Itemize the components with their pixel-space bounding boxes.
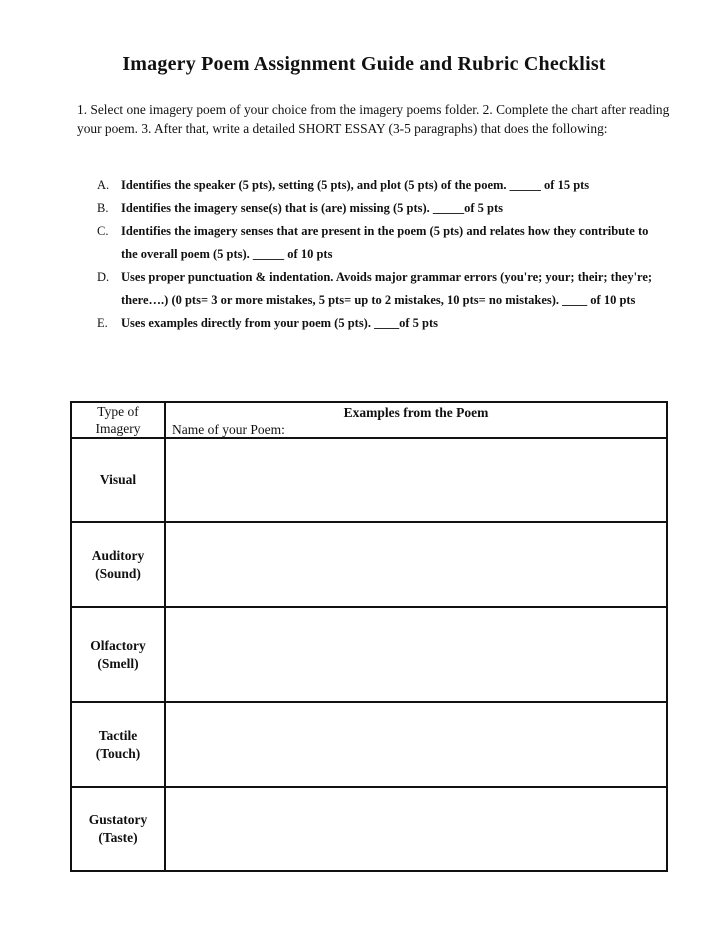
examples-cell-tactile[interactable] <box>165 702 667 787</box>
rubric-item-d <box>77 266 667 312</box>
rubric-item-a <box>77 174 667 197</box>
rubric-letter: A. <box>97 178 110 192</box>
examples-title: Examples from the Poem <box>343 405 489 420</box>
rubric-checklist <box>77 174 667 335</box>
imagery-chart <box>70 401 668 872</box>
examples-header <box>165 402 667 438</box>
sense-label: Auditory (Sound) <box>71 522 165 607</box>
sense-label: Gustatory (Taste) <box>71 787 165 871</box>
page-title: Imagery Poem Assignment Guide and Rubric Checklist <box>122 53 606 75</box>
imagery-row-gustatory <box>71 787 667 871</box>
rubric-text: Identifies the speaker (5 pts), setting (5 pts), and plot (5 pts) of the poem. _____ of 15 pts <box>121 178 590 192</box>
examples-cell-olfactory[interactable] <box>165 607 667 702</box>
rubric-item-e <box>77 312 667 335</box>
sense-label: Olfactory (Smell) <box>71 607 165 702</box>
chart-header-row <box>71 402 667 438</box>
examples-cell-auditory[interactable] <box>165 522 667 607</box>
imagery-row-tactile <box>71 702 667 787</box>
rubric-letter: C. <box>97 224 109 238</box>
sense-label: Visual <box>71 438 165 522</box>
imagery-row-auditory <box>71 522 667 607</box>
rubric-item-b <box>77 197 667 220</box>
rubric-text: Identifies the imagery sense(s) that is (are) missing (5 pts). _____of 5 pts <box>121 201 504 215</box>
imagery-row-olfactory <box>71 607 667 702</box>
rubric-letter: D. <box>97 270 110 284</box>
sense-label: Tactile (Touch) <box>71 702 165 787</box>
type-of-imagery-header: Type of Imagery <box>71 402 165 438</box>
rubric-item-c <box>77 220 667 266</box>
examples-cell-gustatory[interactable] <box>165 787 667 871</box>
instructions-paragraph: 1. Select one imagery poem of your choice from the imagery poems folder. 2. Complete the chart after reading your poem. 3. After that, write a detailed SHORT ESSAY (3-5 paragraphs) that does the following: <box>77 102 670 136</box>
rubric-letter: E. <box>97 316 108 330</box>
poem-name-label: Name of your Poem: <box>172 422 285 437</box>
rubric-letter: B. <box>97 201 109 215</box>
rubric-text: Uses proper punctuation & indentation. Avoids major grammar errors (you're; your; their; they're; there….) (0 pts= 3 or more mistakes, 5 pts= up to 2 mistakes, 10 pts= no mistakes). ____ of 10 pts <box>121 270 653 307</box>
rubric-text: Uses examples directly from your poem (5 pts). ____of 5 pts <box>121 316 438 330</box>
examples-cell-visual[interactable] <box>165 438 667 522</box>
rubric-text: Identifies the imagery senses that are present in the poem (5 pts) and relates how they contribute to the overall poem (5 pts). _____ of 10 pts <box>121 224 649 261</box>
imagery-row-visual <box>71 438 667 522</box>
